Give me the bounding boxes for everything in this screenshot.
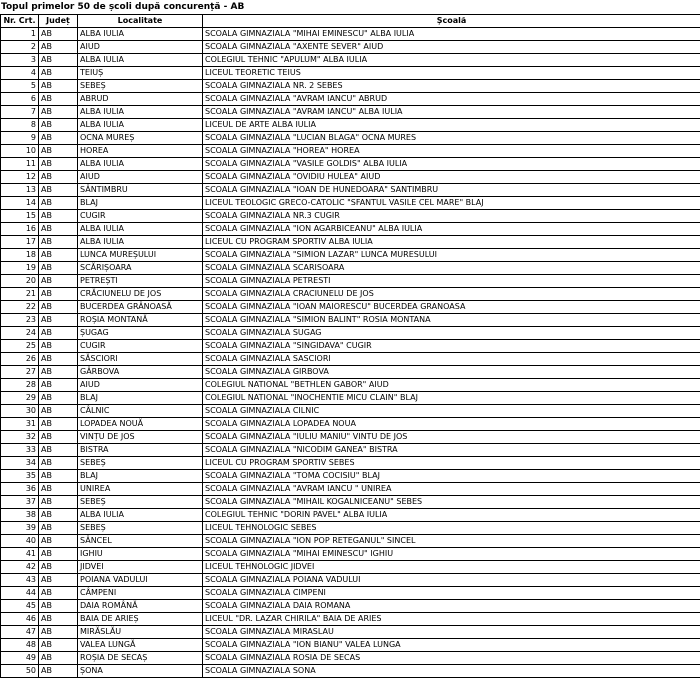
cell-nr-crt: 23 [1,314,39,327]
cell-localitate: CUGIR [78,340,203,353]
cell-scoala: LICEUL TEORETIC TEIUS [203,67,700,80]
cell-nr-crt: 3 [1,54,39,67]
cell-nr-crt: 46 [1,613,39,626]
cell-judet: AB [39,262,78,275]
cell-localitate: SEBEȘ [78,80,203,93]
cell-localitate: ABRUD [78,93,203,106]
cell-scoala: LICEUL DE ARTE ALBA IULIA [203,119,700,132]
page-title: Topul primelor 50 de școli după concurență - AB [1,2,245,12]
cell-localitate: SÂNTIMBRU [78,184,203,197]
cell-nr-crt: 29 [1,392,39,405]
cell-nr-crt: 44 [1,587,39,600]
cell-nr-crt: 50 [1,665,39,678]
table-row [1,366,700,379]
cell-judet: AB [39,639,78,652]
cell-localitate: ALBA IULIA [78,509,203,522]
cell-nr-crt: 2 [1,41,39,54]
cell-nr-crt: 28 [1,379,39,392]
cell-localitate: BLAJ [78,197,203,210]
cell-scoala: SCOALA GIMNAZIALA DAIA ROMANA [203,600,700,613]
cell-localitate: BLAJ [78,392,203,405]
cell-localitate: SEBEȘ [78,522,203,535]
cell-localitate: CRĂCIUNELU DE JOS [78,288,203,301]
cell-localitate: AIUD [78,171,203,184]
cell-localitate: LOPADEA NOUĂ [78,418,203,431]
cell-localitate: JIDVEI [78,561,203,574]
cell-scoala: LICEUL CU PROGRAM SPORTIV ALBA IULIA [203,236,700,249]
cell-nr-crt: 43 [1,574,39,587]
table-row [1,600,700,613]
table-row [1,496,700,509]
cell-judet: AB [39,574,78,587]
cell-localitate: ALBA IULIA [78,54,203,67]
cell-nr-crt: 7 [1,106,39,119]
cell-judet: AB [39,249,78,262]
cell-scoala: SCOALA GIMNAZIALA "LUCIAN BLAGA" OCNA MURES [203,132,700,145]
table-row [1,574,700,587]
cell-judet: AB [39,418,78,431]
header-judet: Județ [39,15,78,28]
cell-nr-crt: 30 [1,405,39,418]
cell-localitate: SĂSCIORI [78,353,203,366]
table-row [1,561,700,574]
table-row [1,249,700,262]
cell-nr-crt: 26 [1,353,39,366]
table-row [1,548,700,561]
table-row [1,509,700,522]
cell-judet: AB [39,236,78,249]
cell-scoala: SCOALA GIMNAZIALA SUGAG [203,327,700,340]
cell-nr-crt: 24 [1,327,39,340]
cell-nr-crt: 6 [1,93,39,106]
cell-scoala: LICEUL CU PROGRAM SPORTIV SEBES [203,457,700,470]
cell-localitate: ALBA IULIA [78,106,203,119]
cell-scoala: SCOALA GIMNAZIALA "AVRAM IANCU" ALBA IULIA [203,106,700,119]
cell-localitate: SEBEȘ [78,457,203,470]
cell-localitate: ALBA IULIA [78,28,203,41]
cell-nr-crt: 10 [1,145,39,158]
table-row [1,613,700,626]
cell-judet: AB [39,288,78,301]
cell-localitate: SEBEȘ [78,496,203,509]
cell-nr-crt: 18 [1,249,39,262]
cell-nr-crt: 36 [1,483,39,496]
cell-judet: AB [39,353,78,366]
cell-localitate: BLAJ [78,470,203,483]
table-row [1,639,700,652]
cell-nr-crt: 21 [1,288,39,301]
table-row [1,262,700,275]
cell-localitate: ROȘIA DE SECAȘ [78,652,203,665]
cell-scoala: SCOALA GIMNAZIALA GIRBOVA [203,366,700,379]
cell-scoala: SCOALA GIMNAZIALA "SIMION LAZAR" LUNCA MURESULUI [203,249,700,262]
cell-judet: AB [39,80,78,93]
cell-nr-crt: 20 [1,275,39,288]
table-row [1,470,700,483]
cell-scoala: COLEGIUL NATIONAL "INOCHENTIE MICU CLAIN" BLAJ [203,392,700,405]
header-localitate: Localitate [78,15,203,28]
cell-nr-crt: 32 [1,431,39,444]
cell-scoala: SCOALA GIMNAZIALA ROSIA DE SECAS [203,652,700,665]
cell-nr-crt: 11 [1,158,39,171]
cell-localitate: MIRĂSLĂU [78,626,203,639]
table-row [1,301,700,314]
cell-scoala: SCOALA GIMNAZIALA "VASILE GOLDIS" ALBA IULIA [203,158,700,171]
cell-nr-crt: 48 [1,639,39,652]
cell-nr-crt: 41 [1,548,39,561]
cell-scoala: LICEUL "DR. LAZAR CHIRILA" BAIA DE ARIES [203,613,700,626]
cell-scoala: SCOALA GIMNAZIALA "IOAN DE HUNEDOARA" SANTIMBRU [203,184,700,197]
cell-judet: AB [39,184,78,197]
cell-scoala: SCOALA GIMNAZIALA PETRESTI [203,275,700,288]
cell-judet: AB [39,275,78,288]
cell-scoala: COLEGIUL TEHNIC "APULUM" ALBA IULIA [203,54,700,67]
cell-localitate: ALBA IULIA [78,223,203,236]
cell-judet: AB [39,366,78,379]
table-row [1,184,700,197]
cell-judet: AB [39,613,78,626]
table-row [1,587,700,600]
table-row [1,119,700,132]
cell-judet: AB [39,626,78,639]
cell-nr-crt: 25 [1,340,39,353]
cell-localitate: VINȚU DE JOS [78,431,203,444]
table-row [1,171,700,184]
cell-judet: AB [39,457,78,470]
cell-scoala: SCOALA GIMNAZIALA MIRASLAU [203,626,700,639]
table-row [1,431,700,444]
table-row [1,522,700,535]
table-row [1,405,700,418]
cell-localitate: ALBA IULIA [78,158,203,171]
table-row [1,236,700,249]
cell-scoala: LICEUL TEOLOGIC GRECO-CATOLIC "SFANTUL VASILE CEL MARE" BLAJ [203,197,700,210]
cell-judet: AB [39,67,78,80]
cell-judet: AB [39,600,78,613]
cell-nr-crt: 5 [1,80,39,93]
cell-nr-crt: 16 [1,223,39,236]
cell-localitate: GÂRBOVA [78,366,203,379]
table-row [1,93,700,106]
cell-scoala: SCOALA GIMNAZIALA "ION POP RETEGANUL" SINCEL [203,535,700,548]
cell-nr-crt: 12 [1,171,39,184]
cell-judet: AB [39,132,78,145]
table-row [1,392,700,405]
table-row [1,54,700,67]
cell-scoala: SCOALA GIMNAZIALA "HOREA" HOREA [203,145,700,158]
cell-judet: AB [39,496,78,509]
cell-scoala: LICEUL TEHNOLOGIC SEBES [203,522,700,535]
cell-nr-crt: 17 [1,236,39,249]
cell-localitate: TEIUȘ [78,67,203,80]
cell-scoala: SCOALA GIMNAZIALA NR. 2 SEBES [203,80,700,93]
cell-localitate: ȘUGAG [78,327,203,340]
table-header-row [1,15,700,28]
cell-localitate: CÂLNIC [78,405,203,418]
table-row [1,288,700,301]
cell-scoala: SCOALA GIMNAZIALA "MIHAI EMINESCU" ALBA IULIA [203,28,700,41]
cell-localitate: CUGIR [78,210,203,223]
table-row [1,275,700,288]
cell-localitate: PETREȘTI [78,275,203,288]
cell-localitate: UNIREA [78,483,203,496]
cell-localitate: BAIA DE ARIEȘ [78,613,203,626]
cell-judet: AB [39,158,78,171]
cell-nr-crt: 1 [1,28,39,41]
cell-judet: AB [39,223,78,236]
cell-nr-crt: 22 [1,301,39,314]
cell-judet: AB [39,483,78,496]
table-row [1,379,700,392]
cell-localitate: CÂMPENI [78,587,203,600]
table-row [1,327,700,340]
cell-nr-crt: 4 [1,67,39,80]
cell-judet: AB [39,379,78,392]
header-nr-crt: Nr. Crt. [1,15,39,28]
cell-judet: AB [39,54,78,67]
table-row [1,626,700,639]
cell-nr-crt: 49 [1,652,39,665]
cell-scoala: LICEUL TEHNOLOGIC JIDVEI [203,561,700,574]
cell-scoala: SCOALA GIMNAZIALA "AXENTE SEVER" AIUD [203,41,700,54]
cell-nr-crt: 37 [1,496,39,509]
table-row [1,197,700,210]
table-row [1,210,700,223]
cell-scoala: SCOALA GIMNAZIALA POIANA VADULUI [203,574,700,587]
cell-judet: AB [39,587,78,600]
table-row [1,67,700,80]
table-row [1,353,700,366]
table-body [1,28,700,678]
table-row [1,444,700,457]
cell-judet: AB [39,652,78,665]
cell-scoala: SCOALA GIMNAZIALA "TOMA COCISIU" BLAJ [203,470,700,483]
table-row [1,314,700,327]
table-row [1,28,700,41]
cell-scoala: SCOALA GIMNAZIALA "AVRAM IANCU" ABRUD [203,93,700,106]
cell-nr-crt: 19 [1,262,39,275]
cell-scoala: SCOALA GIMNAZIALA SASCIORI [203,353,700,366]
table-row [1,223,700,236]
cell-scoala: SCOALA GIMNAZIALA "NICODIM GANEA" BISTRA [203,444,700,457]
cell-nr-crt: 38 [1,509,39,522]
header-scoala: Școală [203,15,700,28]
cell-scoala: SCOALA GIMNAZIALA "IOAN MAIORESCU" BUCERDEA GRANOASA [203,301,700,314]
cell-judet: AB [39,405,78,418]
table-row [1,340,700,353]
cell-judet: AB [39,301,78,314]
cell-judet: AB [39,145,78,158]
cell-localitate: AIUD [78,379,203,392]
cell-localitate: AIUD [78,41,203,54]
cell-scoala: SCOALA GIMNAZIALA "MIHAIL KOGALNICEANU" SEBES [203,496,700,509]
cell-localitate: ȘONA [78,665,203,678]
table-row [1,483,700,496]
cell-scoala: SCOALA GIMNAZIALA "SINGIDAVA" CUGIR [203,340,700,353]
cell-scoala: SCOALA GIMNAZIALA NR.3 CUGIR [203,210,700,223]
table-row [1,41,700,54]
cell-scoala: SCOALA GIMNAZIALA CIMPENI [203,587,700,600]
cell-scoala: COLEGIUL NATIONAL "BETHLEN GABOR" AIUD [203,379,700,392]
cell-judet: AB [39,210,78,223]
cell-nr-crt: 34 [1,457,39,470]
table-row [1,535,700,548]
cell-localitate: ROȘIA MONTANĂ [78,314,203,327]
cell-judet: AB [39,93,78,106]
cell-localitate: ALBA IULIA [78,119,203,132]
cell-judet: AB [39,548,78,561]
cell-localitate: IGHIU [78,548,203,561]
cell-nr-crt: 8 [1,119,39,132]
cell-scoala: SCOALA GIMNAZIALA "ION BIANU" VALEA LUNGA [203,639,700,652]
cell-scoala: SCOALA GIMNAZIALA "ION AGARBICEANU" ALBA IULIA [203,223,700,236]
cell-judet: AB [39,470,78,483]
cell-nr-crt: 45 [1,600,39,613]
cell-judet: AB [39,171,78,184]
cell-nr-crt: 33 [1,444,39,457]
table-row [1,158,700,171]
cell-judet: AB [39,327,78,340]
table-row [1,418,700,431]
cell-localitate: SCĂRIȘOARA [78,262,203,275]
table-row [1,457,700,470]
cell-localitate: BUCERDEA GRÂNOASĂ [78,301,203,314]
cell-scoala: COLEGIUL TEHNIC "DORIN PAVEL" ALBA IULIA [203,509,700,522]
cell-scoala: SCOALA GIMNAZIALA SONA [203,665,700,678]
cell-localitate: ALBA IULIA [78,236,203,249]
cell-judet: AB [39,106,78,119]
table-row [1,80,700,93]
cell-nr-crt: 15 [1,210,39,223]
cell-nr-crt: 42 [1,561,39,574]
cell-judet: AB [39,119,78,132]
cell-localitate: BISTRA [78,444,203,457]
cell-localitate: OCNA MUREȘ [78,132,203,145]
table-row [1,106,700,119]
cell-nr-crt: 27 [1,366,39,379]
cell-localitate: DAIA ROMÂNĂ [78,600,203,613]
cell-scoala: SCOALA GIMNAZIALA "SIMION BALINT" ROSIA MONTANA [203,314,700,327]
cell-judet: AB [39,392,78,405]
cell-judet: AB [39,41,78,54]
cell-judet: AB [39,665,78,678]
cell-scoala: SCOALA GIMNAZIALA "MIHAI EMINESCU" IGHIU [203,548,700,561]
cell-localitate: VALEA LUNGĂ [78,639,203,652]
cell-scoala: SCOALA GIMNAZIALA CRACIUNELU DE JOS [203,288,700,301]
cell-judet: AB [39,431,78,444]
cell-judet: AB [39,444,78,457]
table-row [1,652,700,665]
cell-localitate: SÂNCEL [78,535,203,548]
cell-scoala: SCOALA GIMNAZIALA "IULIU MANIU" VINTU DE JOS [203,431,700,444]
cell-scoala: SCOALA GIMNAZIALA LOPADEA NOUA [203,418,700,431]
cell-judet: AB [39,561,78,574]
cell-judet: AB [39,197,78,210]
cell-scoala: SCOALA GIMNAZIALA "AVRAM IANCU " UNIREA [203,483,700,496]
cell-nr-crt: 14 [1,197,39,210]
table-row [1,665,700,678]
cell-judet: AB [39,522,78,535]
cell-nr-crt: 35 [1,470,39,483]
cell-localitate: LUNCA MUREȘULUI [78,249,203,262]
cell-judet: AB [39,314,78,327]
table-row [1,132,700,145]
cell-scoala: SCOALA GIMNAZIALA "OVIDIU HULEA" AIUD [203,171,700,184]
cell-nr-crt: 40 [1,535,39,548]
schools-table [0,14,700,678]
cell-nr-crt: 39 [1,522,39,535]
cell-judet: AB [39,340,78,353]
cell-judet: AB [39,535,78,548]
table-row [1,145,700,158]
cell-nr-crt: 47 [1,626,39,639]
cell-judet: AB [39,28,78,41]
cell-judet: AB [39,509,78,522]
cell-scoala: SCOALA GIMNAZIALA SCARISOARA [203,262,700,275]
cell-nr-crt: 9 [1,132,39,145]
cell-nr-crt: 31 [1,418,39,431]
cell-localitate: POIANA VADULUI [78,574,203,587]
cell-scoala: SCOALA GIMNAZIALA CILNIC [203,405,700,418]
cell-nr-crt: 13 [1,184,39,197]
cell-localitate: HOREA [78,145,203,158]
